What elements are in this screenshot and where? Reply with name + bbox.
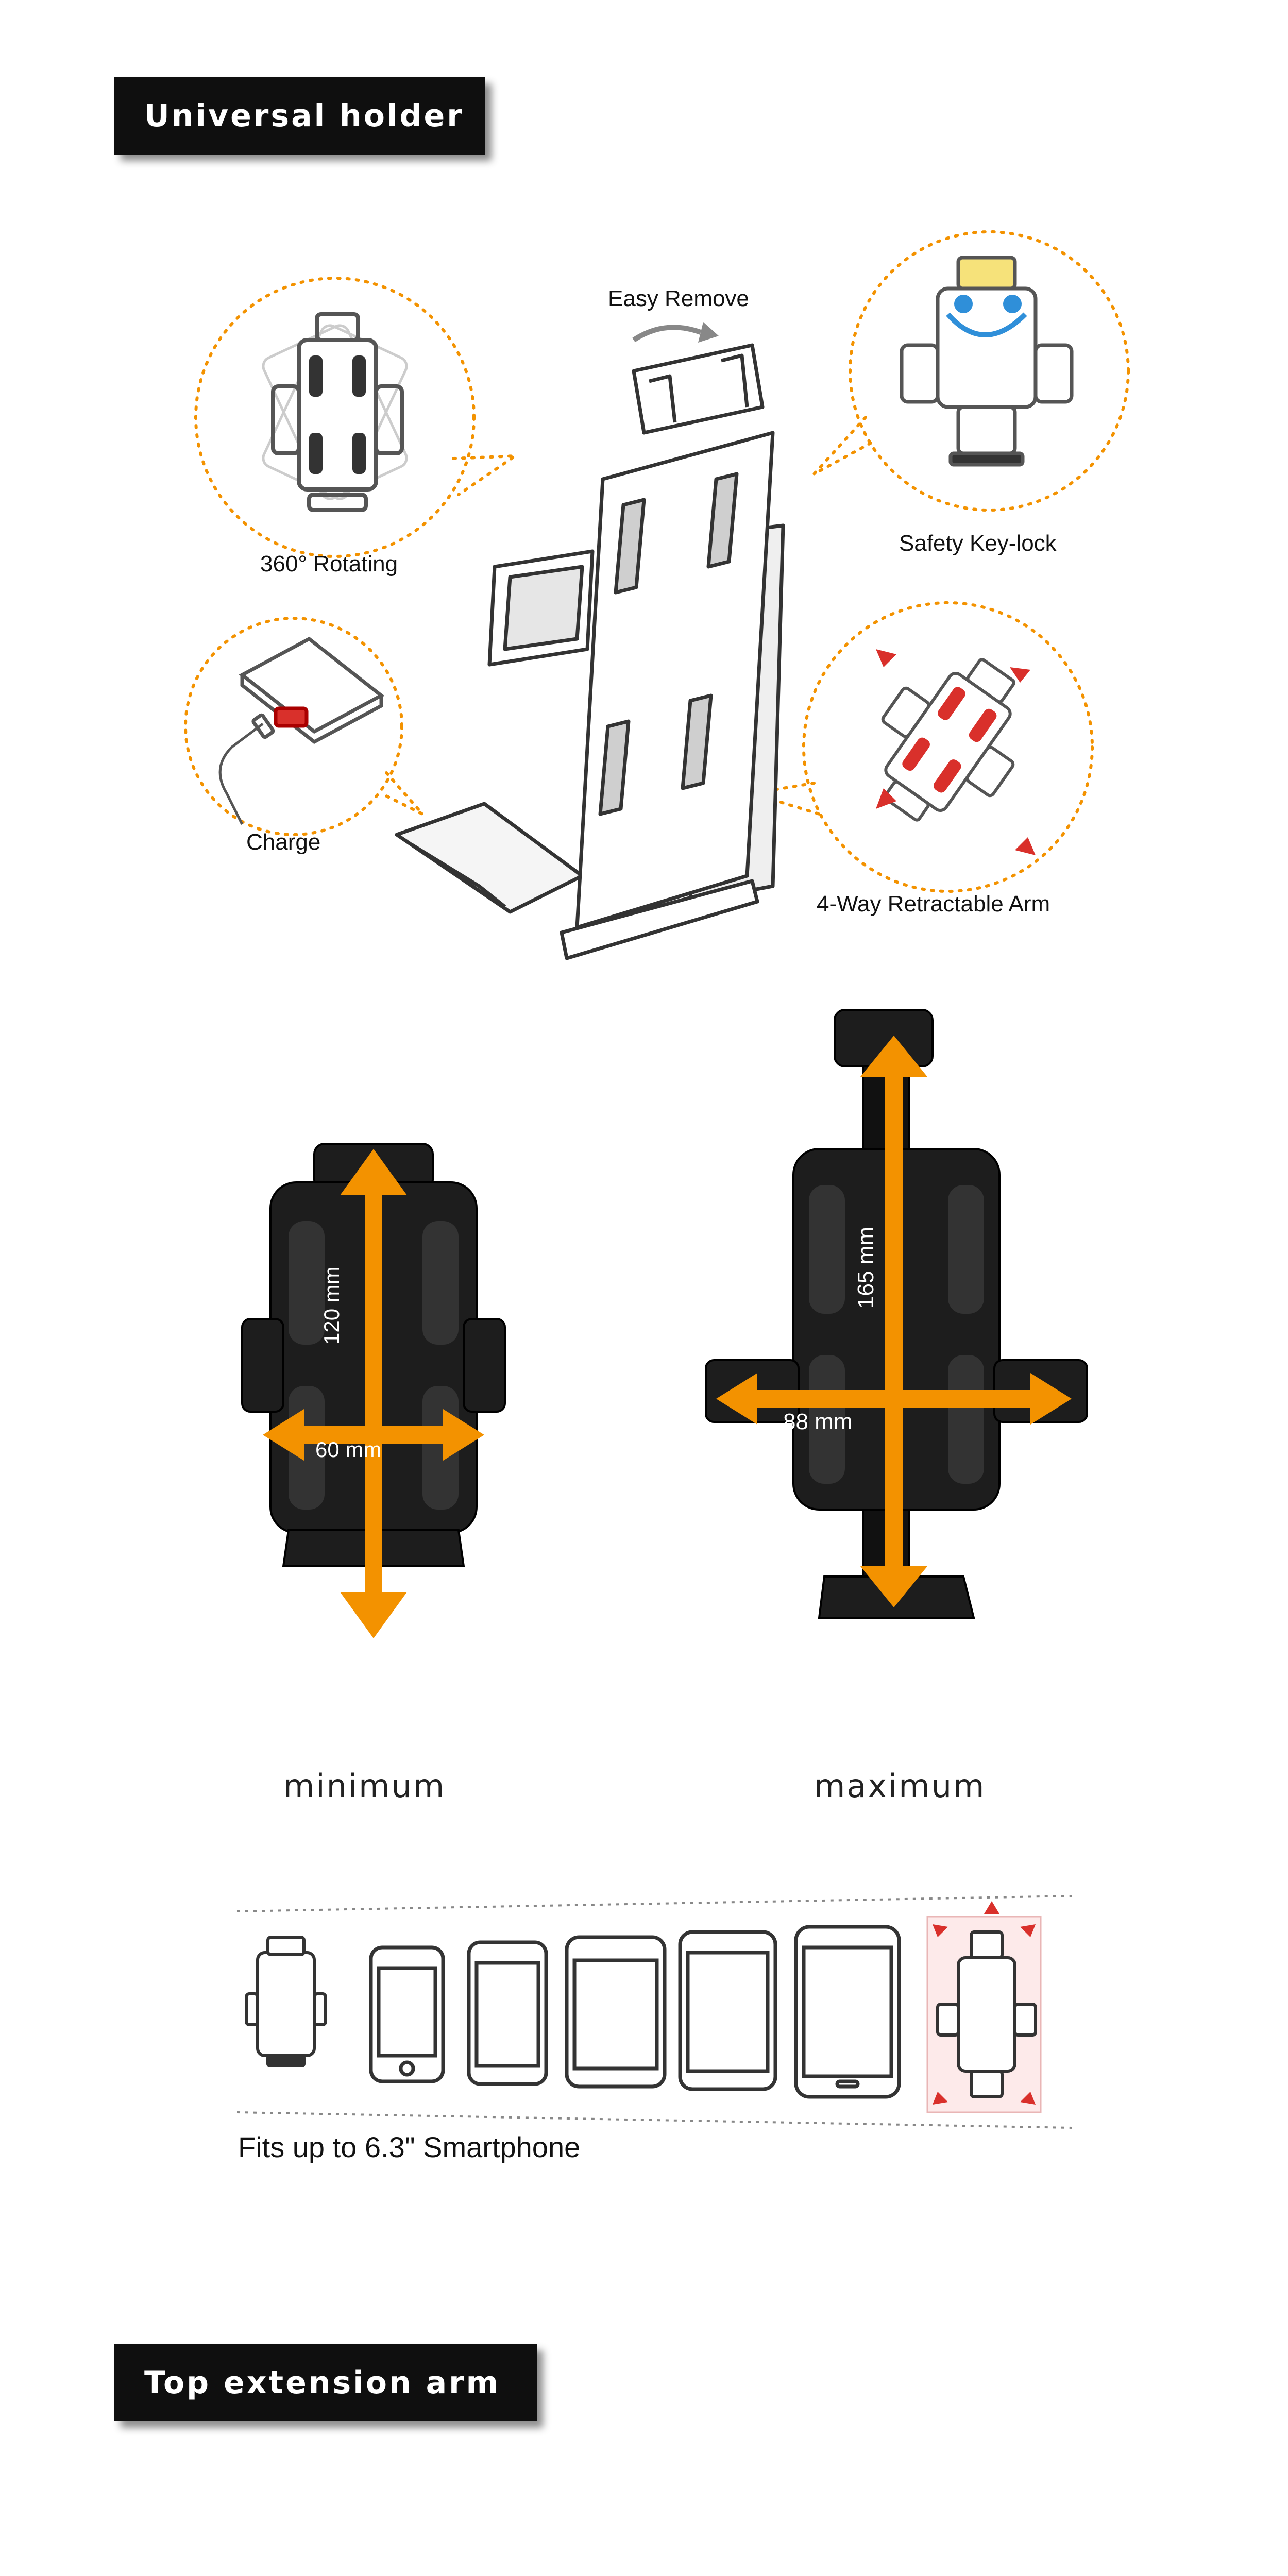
section-title-top-extension-arm: Top extension arm bbox=[114, 2344, 537, 2421]
min-height-label: 120 mm bbox=[319, 1266, 344, 1345]
minimum-label: minimum bbox=[283, 1767, 446, 1805]
section-title-universal-holder: Universal holder bbox=[114, 77, 485, 155]
feature-label-easy-remove: Easy Remove bbox=[608, 286, 749, 311]
main-holder-illustration bbox=[397, 322, 783, 958]
feature-label-retractable: 4-Way Retractable Arm bbox=[817, 891, 1050, 917]
holder-feature-diagram bbox=[0, 216, 1288, 1092]
holder-expanded-icon bbox=[927, 1901, 1041, 2112]
charge-icon bbox=[220, 639, 381, 824]
feature-label-rotating: 360° Rotating bbox=[260, 551, 398, 577]
rotating-holder-icon bbox=[260, 314, 410, 510]
feature-label-safety: Safety Key-lock bbox=[899, 531, 1057, 556]
maximum-label: maximum bbox=[814, 1767, 986, 1805]
phone-size-comparison bbox=[0, 1886, 1288, 2174]
min-width-label: 60 mm bbox=[315, 1437, 382, 1462]
phone-icons bbox=[371, 1927, 899, 2097]
safety-keylock-icon bbox=[902, 258, 1072, 465]
retractable-arm-icon bbox=[846, 632, 1053, 855]
feature-label-charge: Charge bbox=[246, 829, 321, 855]
maximum-dimension-arrows bbox=[716, 1036, 1072, 1607]
max-height-label: 165 mm bbox=[853, 1227, 878, 1309]
max-width-label: 88 mm bbox=[783, 1409, 853, 1434]
fits-up-to-label: Fits up to 6.3" Smartphone bbox=[238, 2131, 581, 2163]
holder-small-icon bbox=[246, 1937, 326, 2066]
dimension-diagram bbox=[0, 979, 1288, 1752]
